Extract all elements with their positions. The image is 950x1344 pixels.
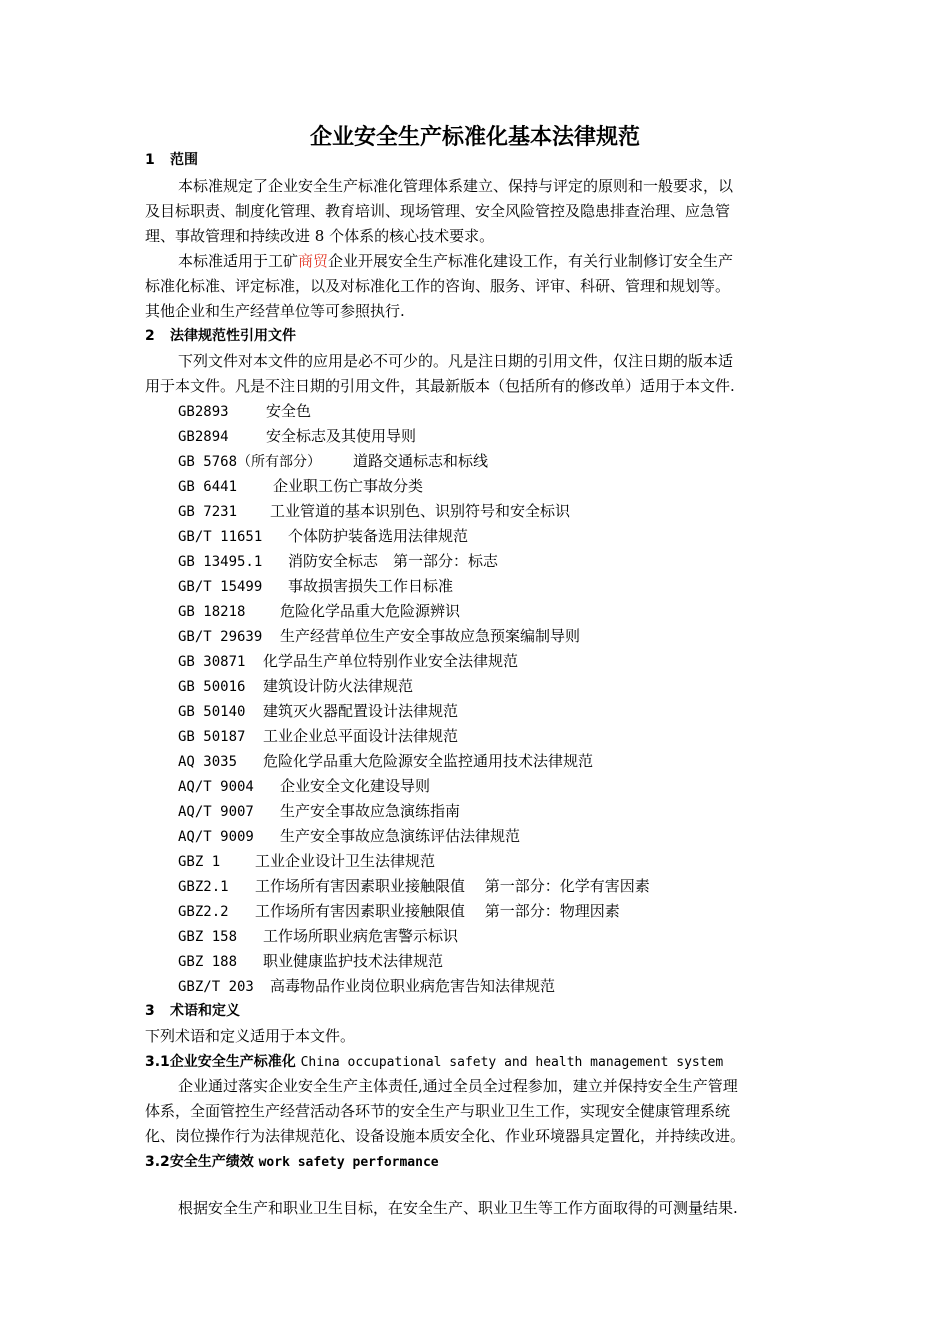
- paragraph-line: 根据安全生产和职业卫生目标，在安全生产、职业卫生等工作方面取得的可测量结果.: [178, 1199, 738, 1217]
- reference-name: 企业安全文化建设导则: [280, 777, 431, 795]
- reference-item: [178, 451, 488, 472]
- reference-name: 建筑设计防火法律规范: [263, 677, 414, 695]
- reference-name: 安全标志及其使用导则: [266, 427, 417, 445]
- term-3-2-heading: [145, 1151, 439, 1173]
- paragraph-line: 下列文件对本文件的应用是必不可少的。凡是注日期的引用文件，仅注日期的版本适: [178, 352, 734, 370]
- reference-code: GBZ2.1: [178, 879, 229, 895]
- term-name-cn: 安全生产绩效: [169, 1154, 254, 1170]
- reference-code: GB 5768（所有部分）: [178, 454, 322, 470]
- reference-code: GB 7231: [178, 504, 238, 520]
- reference-code: GBZ 158: [178, 929, 238, 945]
- reference-code: AQ 3035: [178, 754, 238, 770]
- reference-code: GBZ 188: [178, 954, 238, 970]
- reference-code: GBZ2.2: [178, 904, 229, 920]
- reference-item: [178, 576, 453, 597]
- reference-name: 生产经营单位生产安全事故应急预案编制导则: [280, 627, 581, 645]
- reference-item: [178, 876, 650, 897]
- reference-code: GB/T 29639: [178, 629, 263, 645]
- reference-name: 事故损害损失工作日标准: [288, 577, 454, 595]
- reference-code: AQ/T 9004: [178, 779, 254, 795]
- section-title: 范围: [170, 152, 198, 168]
- reference-code: GB2894: [178, 429, 229, 445]
- section-title: 法律规范性引用文件: [170, 328, 296, 344]
- section-number: 1: [145, 152, 155, 168]
- reference-code: GB 30871: [178, 654, 246, 670]
- reference-item: [178, 801, 460, 822]
- reference-name: 工作场所职业病危害警示标识: [263, 927, 459, 945]
- reference-name: 个体防护装备选用法律规范: [288, 527, 469, 545]
- text-span: 企业开展安全生产标准化建设工作，有关行业制修订安全生产: [328, 252, 734, 270]
- paragraph-line: 本标准规定了企业安全生产标准化管理体系建立、保持与评定的原则和一般要求，以: [178, 177, 734, 195]
- reference-name: 工业企业设计卫生法律规范: [255, 852, 436, 870]
- reference-item: [178, 551, 498, 572]
- paragraph-line: 理、事故管理和持续改进 8 个体系的核心技术要求。: [145, 227, 495, 245]
- reference-name: 工业企业总平面设计法律规范: [263, 727, 459, 745]
- reference-item: [178, 776, 430, 797]
- reference-name: 工作场所有害因素职业接触限值 第一部分：物理因素: [255, 902, 620, 920]
- paragraph-line: 用于本文件。凡是不注日期的引用文件，其最新版本（包括所有的修改单）适用于本文件.: [145, 377, 735, 395]
- reference-name: 工业管道的基本识别色、识别符号和安全标识: [270, 502, 571, 520]
- term-name-en: work safety performance: [258, 1155, 439, 1170]
- paragraph-line: 体系，全面管控生产经营活动各环节的安全生产与职业卫生工作，实现安全健康管理系统: [145, 1102, 731, 1120]
- paragraph-line: [178, 251, 733, 271]
- reference-name: 消防安全标志 第一部分：标志: [288, 552, 499, 570]
- term-name-en: China occupational safety and health management system: [300, 1055, 724, 1070]
- reference-name: 高毒物品作业岗位职业病危害告知法律规范: [270, 977, 556, 995]
- section-2-heading: [145, 326, 296, 346]
- reference-item: [178, 951, 443, 972]
- term-number: 3.2: [145, 1154, 170, 1170]
- reference-code: GB 50016: [178, 679, 246, 695]
- reference-name: 企业职工伤亡事故分类: [273, 477, 424, 495]
- reference-item: [178, 601, 460, 622]
- reference-item: [178, 476, 423, 497]
- term-name-cn: 企业安全生产标准化: [169, 1054, 296, 1070]
- reference-item: [178, 976, 555, 997]
- reference-item: [178, 701, 458, 722]
- reference-name: 职业健康监护技术法律规范: [263, 952, 444, 970]
- reference-code: GB2893: [178, 404, 229, 420]
- reference-code: GB 50140: [178, 704, 246, 720]
- reference-item: [178, 726, 458, 747]
- reference-item: [178, 901, 620, 922]
- reference-item: [178, 926, 458, 947]
- paragraph-line: 下列术语和定义适用于本文件。: [145, 1027, 356, 1045]
- document-title: 企业安全生产标准化基本法律规范: [309, 125, 640, 150]
- reference-code: GB 6441: [178, 479, 238, 495]
- reference-code: AQ/T 9007: [178, 804, 254, 820]
- reference-name: 工作场所有害因素职业接触限值 第一部分：化学有害因素: [255, 877, 650, 895]
- highlighted-text: 商贸: [298, 252, 329, 270]
- section-title: 术语和定义: [170, 1003, 240, 1019]
- reference-name: 危险化学品重大危险源辨识: [280, 602, 461, 620]
- reference-name: 化学品生产单位特别作业安全法律规范: [263, 652, 519, 670]
- reference-item: [178, 826, 520, 847]
- paragraph-line: 企业通过落实企业安全生产主体责任,通过全员全过程参加，建立并保持安全生产管理: [178, 1077, 738, 1095]
- paragraph-line: 化、岗位操作行为法律规范化、设备设施本质安全化、作业环境器具定置化，并持续改进。: [145, 1127, 746, 1145]
- reference-item: [178, 851, 435, 872]
- reference-item: [178, 426, 416, 447]
- reference-item: [178, 526, 468, 547]
- reference-name: 生产安全事故应急演练评估法律规范: [280, 827, 521, 845]
- reference-code: AQ/T 9009: [178, 829, 254, 845]
- reference-code: GBZ/T 203: [178, 979, 254, 995]
- reference-code: GB 18218: [178, 604, 246, 620]
- reference-name: 安全色: [266, 402, 312, 420]
- reference-code: GB/T 11651: [178, 529, 263, 545]
- section-1-heading: [145, 150, 198, 170]
- reference-item: [178, 751, 593, 772]
- section-3-heading: [145, 1001, 240, 1021]
- reference-name: 危险化学品重大危险源安全监控通用技术法律规范: [263, 752, 594, 770]
- paragraph-line: 其他企业和生产经营单位等可参照执行.: [145, 302, 405, 320]
- term-3-1-heading: [145, 1051, 723, 1073]
- reference-name: 生产安全事故应急演练指南: [280, 802, 461, 820]
- reference-item: [178, 676, 413, 697]
- reference-name: 道路交通标志和标线: [353, 452, 489, 470]
- reference-code: GB/T 15499: [178, 579, 263, 595]
- reference-item: [178, 626, 580, 647]
- reference-item: [178, 501, 570, 522]
- section-number: 3: [145, 1003, 155, 1019]
- text-span: 本标准适用于工矿: [178, 252, 299, 270]
- reference-item: [178, 651, 518, 672]
- reference-item: [178, 401, 311, 422]
- paragraph-line: 标准化标准、评定标准，以及对标准化工作的咨询、服务、评审、科研、管理和规划等。: [145, 277, 731, 295]
- term-number: 3.1: [145, 1054, 170, 1070]
- reference-code: GB 13495.1: [178, 554, 263, 570]
- paragraph-line: 及目标职责、制度化管理、教育培训、现场管理、安全风险管控及隐患排查治理、应急管: [145, 202, 731, 220]
- reference-name: 建筑灭火器配置设计法律规范: [263, 702, 459, 720]
- reference-code: GB 50187: [178, 729, 246, 745]
- reference-code: GBZ 1: [178, 854, 221, 870]
- section-number: 2: [145, 328, 155, 344]
